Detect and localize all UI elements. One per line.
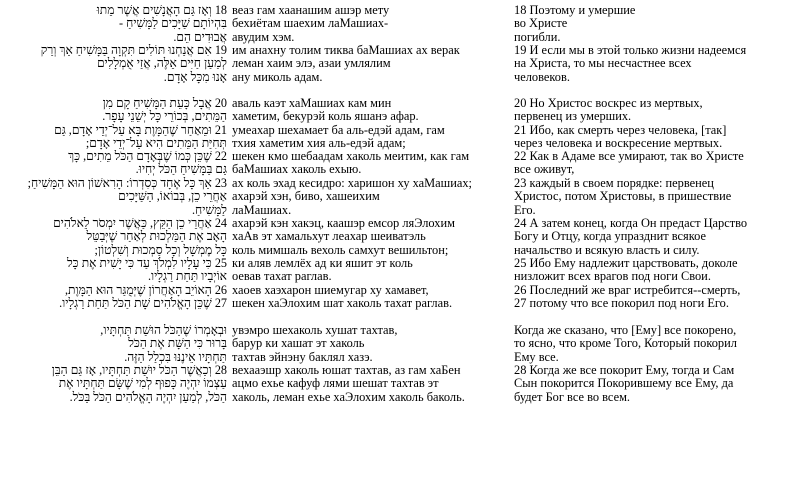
text-line: на Христа, то мы несчастнее всех (514, 56, 692, 71)
text-line: הָאָב אֶת הַמַּלְכוּת לְאַחַר שֶׁיְּבַטֵּל (86, 229, 227, 244)
text-line: умеахар шехамает ба аль-едэй адам, гам (232, 124, 445, 137)
text-line: хаколь, леман ехье хаЭлохим хаколь баколь. (232, 389, 465, 404)
text-line: בָּרוּר כִּי הַשָּׁת אֶת הַכֹּל (128, 336, 227, 351)
text-line: תְּחִיַּת הַמֵּתִים הִיא עַל־יְדֵי אָדָם; (85, 136, 227, 151)
russian-text (514, 324, 800, 364)
verse-row (0, 177, 800, 217)
text-line: 21 וּמֵאַחַר שֶׁהַמָּוֶת בָּא עַל־יְדֵי אָדָם, גַּם (54, 124, 227, 137)
transliteration-text (229, 177, 514, 217)
text-line: человеков. (514, 69, 570, 84)
text-line: ану миколь адам. (232, 69, 323, 84)
text-line: 23 אַךְ כָּל אֶחָד כְּסִדְרוֹ: הָרִאשׁוֹן הוּא הַמָּשִׁיחַ; (27, 177, 227, 190)
text-line: во Христе (514, 16, 568, 31)
text-line: Христос, потом Христовы, в пришествие (514, 189, 732, 204)
text-line: 24 אַחֲרֵי כֵן הַקֵּץ, כַּאֲשֶׁר יִמְסֹר לֵאלֹהִים (53, 217, 227, 230)
transliteration-text (229, 44, 514, 84)
text-line: будет Бог все во всем. (514, 389, 631, 404)
text-line: через человека и воскресение мертвых. (514, 136, 723, 151)
hebrew-text (0, 257, 229, 284)
hebrew-text (0, 44, 229, 84)
text-line: лаМашиах. (232, 202, 292, 217)
text-line: ацмо ехье кафуф лями шешат тахтав эт (232, 376, 439, 391)
verse-row (0, 217, 800, 257)
text-line: ахарэй хэн, биво, хашеихим (232, 189, 380, 204)
text-line: 25 כִּי עָלָיו לִמְלֹךְ עַד כִּי יָשִׁית אֶת כָּל (66, 257, 227, 270)
text-line: לַמָּשִׁיחַ. (191, 202, 227, 217)
text-line: погибли. (514, 29, 561, 44)
hebrew-text (0, 177, 229, 217)
text-line: низложит всех врагов под ноги Свои. (514, 269, 711, 284)
text-line: начальство и всякую власть и силу. (514, 242, 700, 257)
text-line: Его. (514, 202, 536, 217)
russian-text (514, 217, 800, 257)
text-line: коль мимшаль вехоль самхут вешильтон; (232, 242, 449, 257)
text-line: 18 Поэтому и умершие (514, 4, 636, 17)
russian-text (514, 177, 800, 217)
text-line: то ясно, что кроме Того, Который покорил (514, 336, 737, 351)
verse-row (0, 124, 800, 151)
text-line: 24 А затем конец, когда Он предаст Царство (514, 217, 748, 230)
text-line: ах коль эхад кесидро: харишон ху хаМашиах; (232, 177, 472, 190)
verse-row (0, 150, 800, 177)
verse-row (0, 4, 800, 44)
text-line: אֲבוּדִים הֵם. (173, 29, 227, 44)
text-line: баМашиах хаколь ехыю. (232, 162, 362, 177)
text-line: תַּחְתָּיו אֵינֶנּוּ בִּכְלַל הַזֶּה. (124, 349, 227, 364)
text-line: גַּם בַּמָּשִׁיחַ הַכֹּל יְחִיוּ. (135, 162, 227, 177)
russian-text (514, 284, 800, 311)
russian-text (514, 124, 800, 151)
text-line: аваль каэт хаМашиах кам мин (232, 97, 392, 110)
text-line: 19 אִם אֲנַחְנוּ תּוֹלִים תִּקְוָה בַּמָּשִׁיחַ אַךְ וְרַק (40, 44, 227, 57)
text-line: 26 הָאוֹיֵב הָאַחֲרוֹן שֶׁיְּמֻגַּר הוּא הַמָּוֶת, (64, 284, 227, 297)
text-line: לְמַעַן חַיִּים אֵלֶּה, אֲזַי אֻמְלָלִים (96, 56, 227, 71)
hebrew-text (0, 97, 229, 124)
text-line: הַמֵּתִים, בְּכוֹרֵי כָּל יְשֵׁנֵי עָפָר. (102, 109, 227, 124)
text-line: хаметим, бекурэй коль яшанэ афар. (232, 109, 419, 124)
russian-text (514, 97, 800, 124)
text-line: אָנוּ מִכָּל אָדָם. (163, 69, 227, 84)
text-line: 28 וְכַאֲשֶׁר הַכֹּל יוּשַׁת תַּחְתָּיו, אָז גַּם הַבֵּן (51, 364, 227, 377)
hebrew-text (0, 4, 229, 44)
text-line: оевав тахат раглав. (232, 269, 332, 284)
text-line: ахарэй кэн хакэц, каашэр емсор ляЭлохим (232, 217, 455, 230)
text-line: первенец из умерших. (514, 109, 632, 124)
text-line: אוֹיְבָיו תַּחַת רַגְלָיו. (147, 269, 227, 284)
text-line: авудим хэм. (232, 29, 295, 44)
russian-text (514, 4, 800, 44)
text-line: ки аляв лемлёх ад ки яшит эт коль (232, 257, 413, 270)
text-line: 19 И если мы в этой только жизни надеемся (514, 44, 747, 57)
text-line: וּבְאָמְרוֹ שֶׁהַכֹּל הוּשַׁת תַּחְתָּיו, (100, 324, 227, 337)
text-line: אַחֲרֵי כֵן, בְּבוֹאוֹ, הַשַּׁיָּכִים (118, 189, 227, 204)
text-line: шекен кмо шебаадам хаколь меитим, как гам (232, 150, 470, 163)
transliteration-text (229, 4, 514, 44)
transliteration-text (229, 364, 514, 404)
text-line: Когда же сказано, что [Ему] все покорено, (514, 324, 737, 337)
transliteration-text (229, 150, 514, 177)
text-line: 22 שֶׁכֵּן כְּמוֹ שֶׁבְּאָדָם הַכֹּל מֵתִים, כָּךְ (68, 150, 227, 163)
transliteration-text (229, 257, 514, 284)
text-line: עַצְמוֹ יִהְיֶה כָּפוּף לְמִי שֶׁשָּׂם תַּחְתָּיו אֶת (58, 376, 227, 391)
text-line: барур ки хашат эт хаколь (232, 336, 365, 351)
verse-row (0, 364, 800, 404)
text-line: 18 וְאָז גַּם הָאֲנָשִׁים אֲשֶׁר מֵתוּ (96, 4, 227, 17)
text-line: 28 Когда же все покорит Ему, тогда и Сам (514, 364, 735, 377)
verse-row (0, 284, 800, 311)
text-line: הַכֹּל, לְמַעַן יִהְיֶה הָאֱלֹהִים הַכֹּל בַּכֹּל. (69, 389, 227, 404)
text-line: хаоев хаэхарон шиемугар ху хамавет, (232, 284, 429, 297)
text-line: 25 Ибо Ему надлежит царствовать, доколе (514, 257, 738, 270)
hebrew-text (0, 124, 229, 151)
hebrew-text (0, 364, 229, 404)
text-line: увэмро шехаколь хушат тахтав, (232, 324, 398, 337)
verse-row (0, 97, 800, 124)
russian-text (514, 257, 800, 284)
verse-row (0, 44, 800, 84)
transliteration-text (229, 324, 514, 364)
text-line: 20 אֲבָל כָּעֵת הַמָּשִׁיחַ קָם מִן (102, 97, 227, 110)
russian-text (514, 150, 800, 177)
text-line: 21 Ибо, как смерть через человека, [так] (514, 124, 727, 137)
text-line: Ему все. (514, 349, 559, 364)
text-line: тахтав эйнэну баклял хазэ. (232, 349, 373, 364)
transliteration-text (229, 97, 514, 124)
text-line: 26 Последний же враг истребится--смерть, (514, 284, 741, 297)
transliteration-text (229, 124, 514, 151)
text-line: бехиётам шаехим лаМашиах- (232, 16, 389, 31)
transliteration-text (229, 217, 514, 257)
hebrew-text (0, 284, 229, 311)
text-line: 27 потому что все покорил под ноги Его. (514, 296, 729, 311)
text-line: 22 Как в Адаме все умирают, так во Христе (514, 150, 744, 163)
text-line: כָּל מֶמְשָׁל וְכָל סַמְכוּת וְשִׁלְטוֹן; (94, 242, 227, 257)
text-line: веаз гам хаанашим ашэр мету (232, 4, 390, 17)
verse-row (0, 257, 800, 284)
text-line: 23 каждый в своем порядке: первенец (514, 177, 714, 190)
hebrew-text (0, 324, 229, 364)
text-line: 27 שֶׁכֵּן הָאֱלֹהִים שָׁת הַכֹּל תַּחַת רַגְלָיו. (59, 296, 227, 311)
verse-row (0, 324, 800, 364)
text-line: шекен хаЭлохим шат хаколь тахат раглав. (232, 296, 453, 311)
text-line: все оживут, (514, 162, 575, 177)
hebrew-text (0, 217, 229, 257)
text-line: вехааэшр хаколь юшат тахтав, аз гам хаБен (232, 364, 461, 377)
russian-text (514, 364, 800, 404)
text-line: им анахну толим тиква баМашиах ах верак (232, 44, 460, 57)
transliteration-text (229, 284, 514, 311)
text-line: בִּהְיוֹתָם שַׁיָּכִים לַמָּשִׁיחַ - (119, 16, 227, 31)
text-line: леман хаим элэ, азаи умлялим (232, 56, 391, 71)
text-line: 20 Но Христос воскрес из мертвых, (514, 97, 703, 110)
hebrew-text (0, 150, 229, 177)
russian-text (514, 44, 800, 84)
text-line: хаАв эт хамальхут леахар шеиватэль (232, 229, 426, 244)
text-line: тхия хаметим хия аль-едэй адам; (232, 136, 406, 151)
text-line: Богу и Отцу, когда упразднит всякое (514, 229, 706, 244)
text-line: Сын покорится Покорившему все Ему, да (514, 376, 734, 391)
